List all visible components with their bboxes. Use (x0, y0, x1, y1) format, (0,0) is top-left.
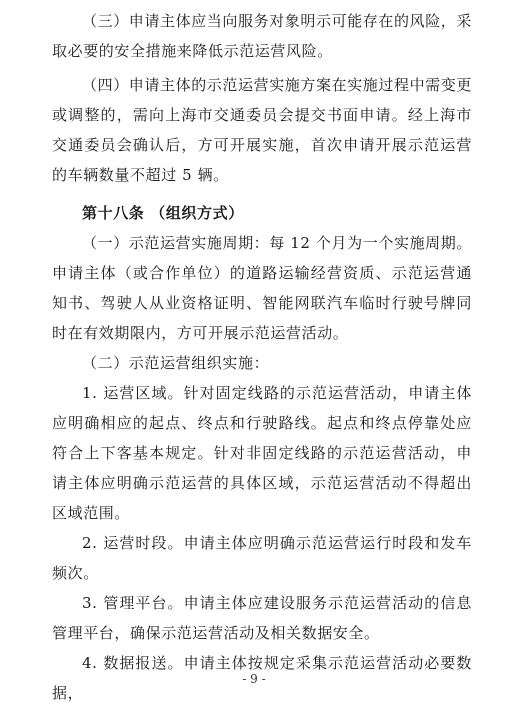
paragraph-operating-area: 1. 运营区域。针对固定线路的示范运营活动，申请主体应明确相应的起点、终点和行驶路线。起点和终点停靠处应符合上下客基本规定。针对非固定线路的示范运营活动，申请主体应明确示范运营的具体区域，示范运营活动不得超出区域范围。 (52, 384, 472, 522)
paragraph-operating-hours: 2. 运营时段。申请主体应明确示范运营运行时段和发车频次。 (52, 534, 472, 582)
page-number: - 9 - (242, 672, 266, 686)
article-heading: 第十八条 （组织方式） (82, 204, 244, 222)
document-page (52, 6, 472, 708)
paragraph-implementation-cycle: （一）示范运营实施周期：每 12 个月为一个实施周期。申请主体（或合作单位）的道路运输经营资质、示范运营通知书、驾驶人从业资格证明、智能网联汽车临时行驶号牌同时在有效期限内，方可开展示范运营活动。 (52, 234, 472, 342)
paragraph-organization: （二）示范运营组织实施： (82, 354, 270, 372)
paragraph-risk-disclosure: （三）申请主体应当向服务对象明示可能存在的风险，采取必要的安全措施来降低示范运营风险。 (52, 12, 473, 60)
paragraph-data-reporting: 4. 数据报送。申请主体按规定采集示范运营活动必要数据， (52, 654, 472, 702)
paragraph-management-platform: 3. 管理平台。申请主体应建设服务示范运营活动的信息管理平台，确保示范运营活动及相关数据安全。 (52, 594, 472, 642)
paragraph-plan-change: （四）申请主体的示范运营实施方案在实施过程中需变更或调整的，需向上海市交通委员会提交书面申请。经上海市交通委员会确认后，方可开展实施，首次申请开展示范运营的车辆数量不超过 5 辆。 (52, 76, 473, 184)
